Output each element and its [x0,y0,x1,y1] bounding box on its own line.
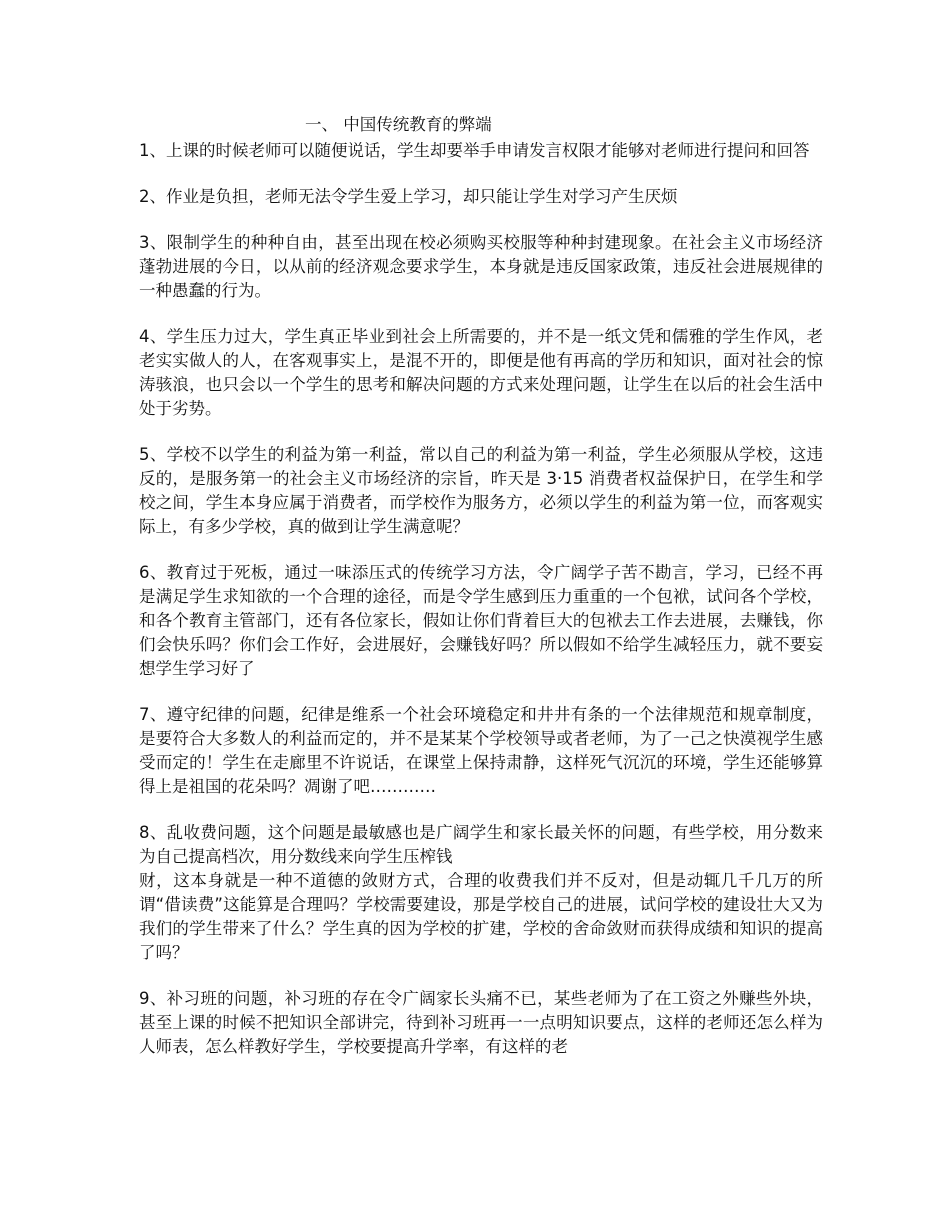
paragraph-1: 1、上课的时候老师可以随便说话，学生却要举手申请发言权限才能够对老师进行提问和回答 [139,141,810,160]
section-heading: 一、 中国传统教育的弊端 [305,115,492,134]
paragraph-9: 9、补习班的问题，补习班的存在令广阔家长头痛不已，某些老师为了在工资之外赚些外块，甚至上课的时候不把知识全部讲完，待到补习班再一一点明知识要点，这样的老师还怎么样为人师表，怎么样教好学生，学校要提高升学率，有这样的老 [139,989,823,1056]
paragraph-3: 3、限制学生的种种自由，甚至出现在校必须购买校服等种种封建现象。在社会主义市场经济蓬勃进展的今日，以从前的经济观念要求学生，本身就是违反国家政策，违反社会进展规律的一种愚蠢的行为。 [139,233,823,300]
paragraph-4: 4、学生压力过大，学生真正毕业到社会上所需要的，并不是一纸文凭和儒雅的学生作风，老老实实做人的人，在客观事实上，是混不开的，即便是他有再高的学历和知识，面对社会的惊涛骇浪，也只会以一个学生的思考和解决问题的方式来处理问题，让学生在以后的社会生活中处于劣势。 [139,327,823,418]
paragraph-6: 6、教育过于死板，通过一味添压式的传统学习方法，令广阔学子苦不勘言，学习，已经不再是满足学生求知欲的一个合理的途径，而是令学生感到压力重重的一个包袱，试问各个学校，和各个教育主管部门，还有各位家长，假如让你们背着巨大的包袱去工作去进展，去赚钱，你们会快乐吗？你们会工作好，会进展好，会赚钱好吗？所以假如不给学生减轻压力，就不要妄想学生学习好了 [139,563,823,678]
paragraph-7: 7、遵守纪律的问题，纪律是维系一个社会环境稳定和井井有条的一个法律规范和规章制度，是要符合大多数人的利益而定的，并不是某某个学校领导或者老师，为了一己之快漠视学生感受而定的！学生在走廊里不许说话，在课堂上保持肃静，这样死气沉沉的环境，学生还能够算得上是祖国的花朵吗？凋谢了吧………… [139,705,823,796]
paragraph-8: 8、乱收费问题，这个问题是最敏感也是广阔学生和家长最关怀的问题，有些学校，用分数来为自己提高档次，用分数线来向学生压榨钱 财，这本身就是一种不道德的敛财方式，合理的收费我们并不反对，但是动辄几千几万的所谓“借读费”这能算是合理吗？学校需要建设，那是学校自己的进展，试问学校的建设壮大又为我们的学生带来了什么？学生真的因为学校的扩建，学校的舍命敛财而获得成绩和知识的提高了吗？ [139,823,823,962]
paragraph-5: 5、学校不以学生的利益为第一利益，常以自己的利益为第一利益，学生必须服从学校，这违反的，是服务第一的社会主义市场经济的宗旨，昨天是 3·15 消费者权益保护日，在学生和学校之间，学生本身应属于消费者，而学校作为服务方，必须以学生的利益为第一位，而客观实际上，有多少学校，真的做到让学生满意呢？ [139,445,823,536]
paragraph-2: 2、作业是负担，老师无法令学生爱上学习，却只能让学生对学习产生厌烦 [139,187,678,206]
document-body [139,113,823,1081]
